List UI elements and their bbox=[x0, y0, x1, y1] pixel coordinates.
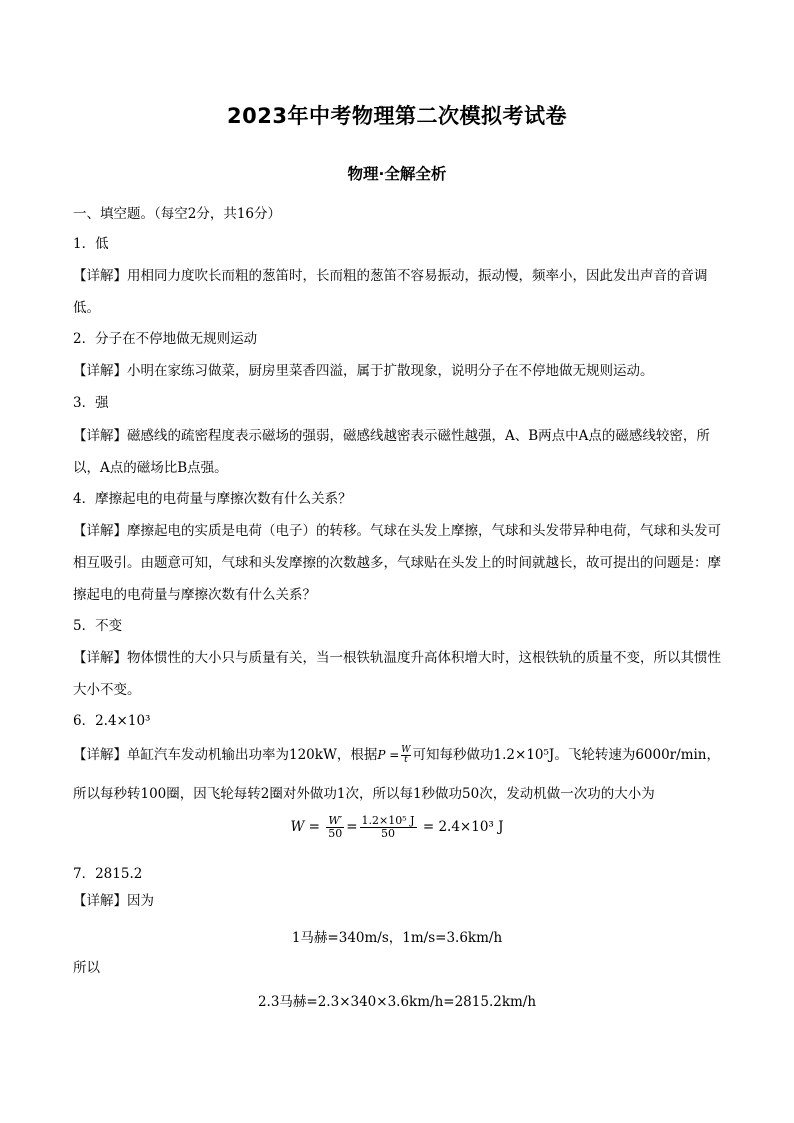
q2-answer: 2．分子在不停地做无规则运动 bbox=[73, 331, 258, 347]
q3-answer: 3．强 bbox=[73, 395, 109, 411]
q7-equation-1: 1马赫=340m/s，1m/s=3.6km/h bbox=[291, 930, 503, 946]
power-fraction-den: t bbox=[404, 755, 408, 765]
eq-f1-den: 50 bbox=[328, 827, 343, 840]
q7-so: 所以 bbox=[73, 960, 100, 976]
eq-f2-num: 1.2×10⁵ J bbox=[361, 814, 415, 827]
q7-answer: 7．2815.2 bbox=[73, 866, 143, 882]
q2-detail: 【详解】小明在家练习做菜，厨房里菜香四溢，属于扩散现象，说明分子在不停地做无规则运动。 bbox=[73, 363, 654, 379]
page-subtitle: 物理·全解全析 bbox=[347, 165, 447, 183]
q5-detail: 【详解】物体惯性的大小只与质量有关，当一根铁轨温度升高体积增大时，这根铁轨的质量不变，所以其惯性大小不变。 bbox=[73, 650, 721, 698]
eq-f2-den: 50 bbox=[381, 827, 396, 840]
eq-fraction-2 bbox=[360, 815, 417, 840]
q4-answer: 4．摩擦起电的电荷量与摩擦次数有什么关系？ bbox=[73, 491, 352, 507]
page-title: 2023年中考物理第二次模拟考试卷 bbox=[227, 104, 567, 128]
q6-detail-a: 【详解】单缸汽车发动机输出功率为120kW，根据 bbox=[73, 747, 378, 763]
q1-answer: 1．低 bbox=[73, 236, 109, 252]
q6-equation: W = $\frac{W'}{50}$ = $\frac{\text{1.2×10⁵ J}}{50}$ = 2.4×10³ J bbox=[290, 814, 504, 840]
q1-detail: 【详解】用相同力度吹长而粗的葱笛时，长而粗的葱笛不容易振动，振动慢，频率小，因此发出声音的音调低。 bbox=[73, 268, 708, 316]
q7-equation-2: 2.3马赫=2.3×340×3.6km/h=2815.2km/h bbox=[257, 994, 537, 1010]
eq-fraction-1 bbox=[326, 815, 344, 840]
power-fraction-num: W bbox=[401, 745, 411, 755]
q6-detail-b: 可知每秒做功1.2×10⁵J。飞轮转速为6000r/min， bbox=[412, 747, 721, 763]
q4-detail: 【详解】摩擦起电的实质是电荷（电子）的转移。气球在头发上摩擦，气球和头发带异种电荷，气球和头发可相互吸引。由题意可知，气球和头发摩擦的次数越多，气球贴在头发上的时间就越长，故可提出的问题是：摩擦起电的电荷量与摩擦次数有什么关系？ bbox=[73, 523, 721, 603]
q5-answer: 5．不变 bbox=[73, 618, 123, 634]
power-fraction bbox=[401, 746, 410, 765]
q3-detail: 【详解】磁感线的疏密程度表示磁场的强弱，磁感线越密表示磁性越强，A、B两点中A点的磁感线较密，所以，A点的磁场比B点强。 bbox=[73, 428, 710, 476]
q6-detail-line2: 所以每秒转100圈，因飞轮每转2圈对外做功1次，所以每1秒做功50次，发动机做一次功的大小为 bbox=[73, 786, 655, 802]
q6-detail-line1: 【详解】单缸汽车发动机输出功率为120kW，根据P = $\frac{W}{t}$ 可知每秒做功1.2×10⁵J。飞轮转速为6000r/min， bbox=[73, 745, 721, 765]
q7-detail: 【详解】因为 bbox=[73, 893, 154, 909]
eq-rhs: = 2.4×10³ J bbox=[422, 819, 504, 835]
q6-answer: 6．2.4×10³ bbox=[73, 713, 151, 729]
eq-lhs: W = bbox=[290, 819, 320, 835]
eq-f1-num: W′ bbox=[326, 815, 344, 828]
section-heading: 一、填空题。（每空2分，共16分） bbox=[73, 206, 282, 222]
